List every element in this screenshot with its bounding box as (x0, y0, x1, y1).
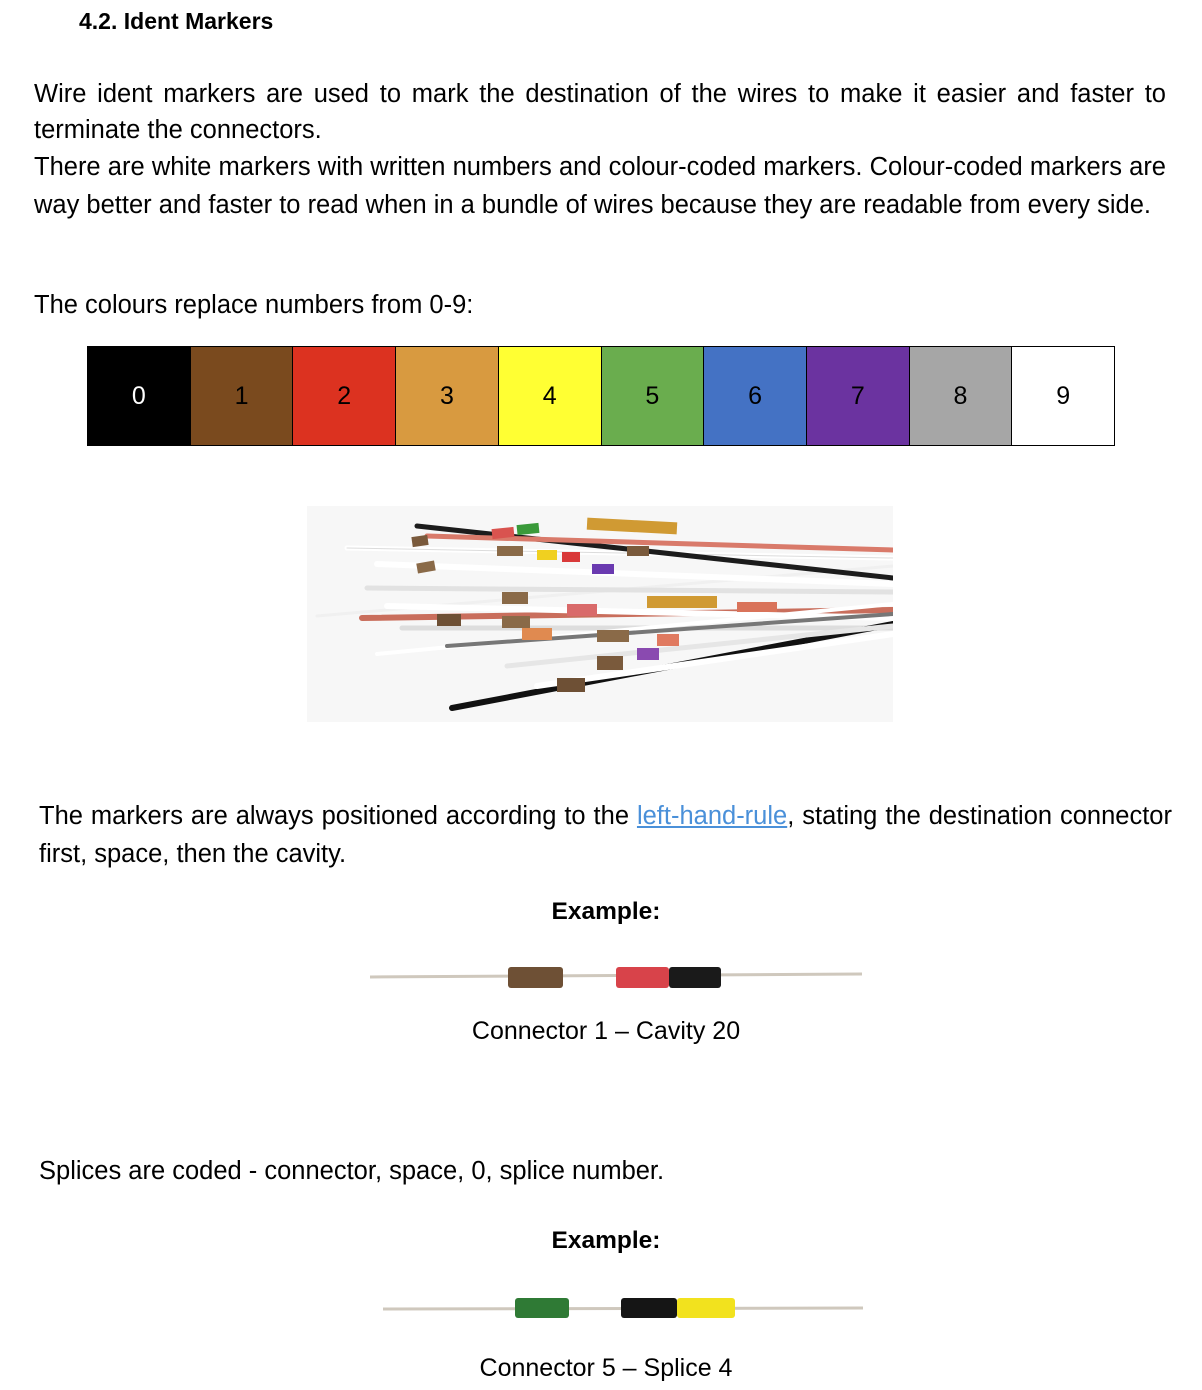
colour-cell-7: 7 (807, 347, 910, 445)
intro-line-1: Wire ident markers are used to mark the destination of the wires to make it easier and faster to terminate the connectors. (34, 80, 1166, 144)
example-2-label: Example: (551, 1227, 661, 1254)
example-1-black-sleeve (669, 967, 721, 988)
colour-cell-8: 8 (910, 347, 1013, 445)
colour-cell-3: 3 (396, 347, 499, 445)
intro-line-2: There are white markers with written numbers and colour-coded markers. Colour-coded markers are way better and faster to read when in a bundle of wires because they are readable from every side. (34, 153, 1166, 219)
example-1-brown-sleeve (508, 967, 563, 988)
wire-bundle-photo (307, 506, 893, 722)
example-2-green-sleeve (515, 1298, 569, 1318)
positioning-paragraph (39, 797, 1172, 873)
colours-intro-text: The colours replace numbers from 0-9: (34, 291, 474, 319)
section-heading: 4.2. Ident Markers (79, 8, 274, 34)
colour-cell-6: 6 (704, 347, 807, 445)
colour-cell-4: 4 (499, 347, 602, 445)
example-1-wire (370, 962, 862, 996)
colour-cell-0: 0 (88, 347, 191, 445)
example-1-label: Example: (551, 898, 661, 925)
example-2-caption: Connector 5 – Splice 4 (479, 1354, 733, 1382)
colour-cell-5: 5 (602, 347, 705, 445)
left-hand-rule-link[interactable]: left-hand-rule (636, 802, 788, 830)
colour-cell-9: 9 (1012, 347, 1114, 445)
intro-paragraph (34, 76, 1166, 224)
example-2-wire (383, 1294, 863, 1324)
example-1-caption: Connector 1 – Cavity 20 (471, 1017, 741, 1045)
positioning-text-end: , stating the destination connector first, space, then the cavity. (39, 802, 1172, 868)
colour-code-table (87, 346, 1115, 446)
splices-paragraph: Splices are coded - connector, space, 0, splice number. (39, 1157, 665, 1185)
positioning-text-start: The markers are always positioned according to the (39, 802, 637, 830)
colour-cell-2: 2 (293, 347, 396, 445)
example-2-black-sleeve (621, 1298, 677, 1318)
example-1-red-sleeve (616, 967, 669, 988)
example-2-yellow-sleeve (677, 1298, 735, 1318)
colour-cell-1: 1 (191, 347, 294, 445)
